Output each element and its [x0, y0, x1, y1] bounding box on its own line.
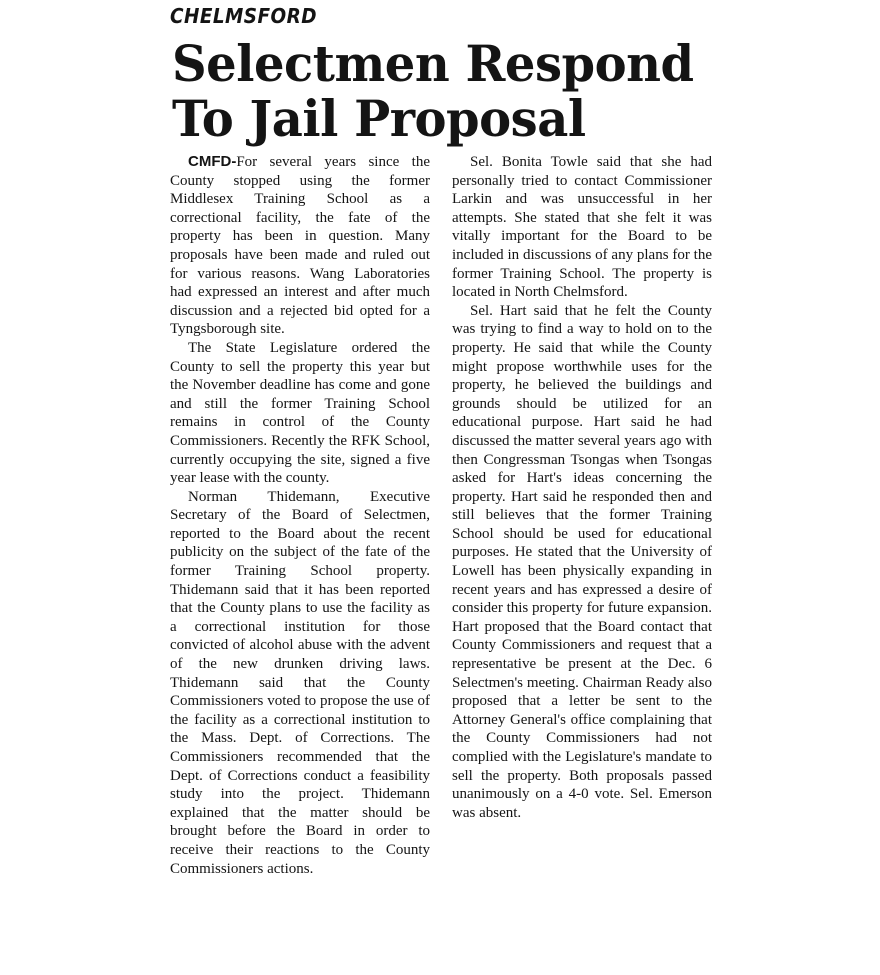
paragraph-text: For several years since the County stopped using the former Middlesex Training School as a correctional facility, the fate of the property has been in question. Many proposals have been made and ruled out for various reasons. Wang Laboratories had expressed an interest and after much discussion and a rejected bid opted for a Tyngsborough site. — [170, 154, 430, 338]
headline — [172, 36, 844, 146]
left-column — [170, 153, 430, 878]
right-column — [452, 153, 712, 822]
body-paragraph: The State Legislature ordered the County to sell the property this year but the November deadline has come and gone and still the former Training School remains in control of the County Commissioners. Recently the RFK School, currently occupying the site, signed a five year lease with the county. — [170, 339, 430, 487]
body-paragraph: Sel. Bonita Towle said that she had personally tried to contact Commissioner Larkin and was unsuccessful in her attempts. She stated that she felt it was vitally important for the Board to be included in discussions of any plans for the former Training School. The property is located in North Chelmsford. — [452, 154, 712, 301]
headline-line-2: To Jail Proposal — [172, 89, 586, 148]
section-kicker: CHELMSFORD — [170, 4, 318, 28]
body-paragraph: Norman Thidemann, Executive Secretary of the Board of Selectmen, reported to the Board about the recent publicity on the subject of the fate of the former Training School property. Thidemann said that it has been reported that the County plans to use the facility as a correctional institution for those convicted of alcohol abuse with the advent of the new drunken driving laws. Thidemann said that the County Commissioners voted to propose the use of the facility as a correctional institution to the Mass. Dept. of Corrections. The Commissioners recommended that the Dept. of Corrections conduct a feasibility study into the project. Thidemann explained that the matter should be brought before the Board in order to receive their reactions to the County Commissioners actions. — [170, 488, 430, 877]
dateline: CMFD- — [188, 153, 237, 170]
headline-line-1: Selectmen Respond — [172, 34, 694, 93]
body-paragraph: Sel. Hart said that he felt the County was trying to find a way to hold on to the property. He said that while the County might propose worthwhile uses for the property, he believed the buildings and grounds should be utilized for an educational purpose. Hart said he had discussed the matter several years ago with then Congressman Tsongas when Tsongas asked for Hart's ideas concerning the property. Hart said he responded then and still believes that the former Training School should be used for educational purposes. He stated that the University of Lowell has been physically expanding in recent years and has expressed a desire of consider this property for future expansion. Hart proposed that the Board contact that County Commissioners and request that a representative be present at the Dec. 6 Selectmen's meeting. Chairman Ready also proposed that a letter be sent to the Attorney General's office complaining that the County Commissioners had not complied with the Legislature's mandate to sell the property. Both proposals passed unanimously on a 4-0 vote. Sel. Emerson was absent. — [452, 302, 712, 821]
body-paragraph — [170, 153, 430, 339]
